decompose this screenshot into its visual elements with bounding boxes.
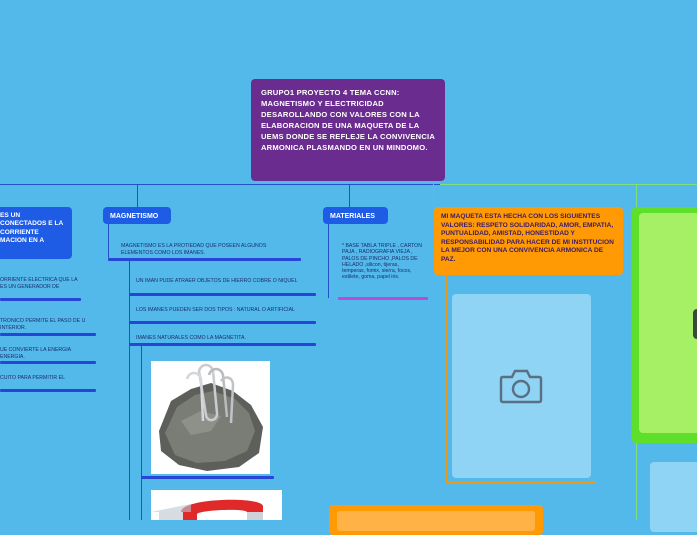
green-topic-handle (693, 309, 697, 339)
left-item-4-underline (0, 389, 96, 392)
magnetismo-children-stem (129, 260, 130, 520)
magnetismo-item-2[interactable]: LOS IMANES PUEDEN SER DOS TIPOS : NATURAL O ARTIFICIAL (136, 307, 295, 313)
magnetismo-label: MAGNETISMO (110, 213, 159, 220)
left-item-1[interactable]: ORRIENTE ELECTRICA QUE LA ES UN GENERADOR DE (0, 277, 78, 290)
left-item-2[interactable]: TRONICO PERMITE EL PASO DE U INTERIOR. (0, 318, 86, 331)
branch-down-magnetismo (137, 184, 138, 207)
photo-placeholder-right[interactable] (650, 462, 697, 532)
magnetismo-item-3-underline (129, 343, 316, 346)
magnetismo-stem (108, 224, 109, 258)
photo-placeholder-underline (446, 481, 596, 484)
magnetismo-item-1[interactable]: UN IMAN PUDE ATRAER OBJETOS DE HIERRO COBRE O NIQUEL (136, 278, 298, 284)
branch-down-materiales (349, 184, 350, 207)
orange-topic-bottom[interactable] (329, 505, 543, 535)
green-topic[interactable] (631, 207, 697, 443)
photo-placeholder[interactable] (452, 294, 591, 478)
magnetite-image-underline (141, 476, 274, 479)
green-topic-inner (639, 213, 697, 433)
central-topic[interactable] (251, 79, 445, 181)
magnetismo-item-1-underline (129, 293, 316, 296)
central-topic-title: GRUPO1 PROYECTO 4 TEMA CCNN: MAGNETISMO Y ELECTRICIDAD DESAROLLANDO CON VALORES CON LA ELABORACION DE UNA MAQUETA DE LA UEMS DONDE SE REFLEJE LA CONVIVENCIA ARMONICA PLASMANDO EN UN MINDOMO. (261, 88, 435, 152)
left-item-3-underline (0, 361, 96, 364)
branch-down-maqueta (433, 184, 434, 207)
left-item-3[interactable]: UE CONVIERTE LA ENERGIA ENERGIA. (0, 347, 71, 360)
magnetismo-item-2-underline (129, 321, 316, 324)
materiales-stem (328, 224, 329, 298)
materiales-underline (338, 297, 428, 300)
magnetismo-definition[interactable]: MAGNETISMO ES LA PROTIEDAD QUE POSEEN ALGUNOS ELEMENTOS COMO LOS IMANES. (121, 243, 267, 256)
orange-topic-bottom-inner (337, 511, 535, 531)
maqueta-text: MI MAQUETA ESTA HECHA CON LOS SIGUIENTES VALORES: RESPETO SOLIDARIDAD, AMOR, EMPATIA, PUNTUALIDAD, AMISTAD, HONESTIDAD Y RESPONSABILIDAD PARA HACER DE MI INSTITUCION LA MEJOR CON UNA CONVIVENCIA ARMONICA DE PAZ. (441, 213, 614, 263)
materiales-label: MATERIALES (330, 213, 375, 220)
materiales-text[interactable]: * BASE TABLA TRIPLE , CARTON PAJA , RADIOGRAFIA VIEJA , PALOS DE PINCHO ,PALOS DE HELADO ,silicon, tijeras, temperas, fomix, sierra, focos, estilete, goma, papel iris. (342, 243, 422, 281)
magnetismo-topic[interactable] (103, 207, 171, 224)
branch-connector-right (440, 184, 697, 185)
camera-icon (499, 368, 543, 404)
left-topic-title: ES UN CONECTADOS E LA CORRIENTE MACION EN A (0, 212, 64, 244)
maqueta-topic[interactable] (434, 207, 623, 275)
branch-left (0, 184, 137, 185)
left-item-4[interactable]: CUITO PARA PERMITIR EL (0, 375, 65, 381)
left-topic[interactable] (0, 207, 72, 259)
magnetismo-definition-underline (108, 258, 301, 261)
left-item-2-underline (0, 333, 96, 336)
magnetismo-item-3[interactable]: IMANES NATURALES COMO LA MAGNETITA. (136, 335, 246, 341)
maqueta-stem (446, 275, 447, 483)
materiales-topic[interactable] (323, 207, 388, 224)
magnetite-image[interactable] (151, 361, 270, 474)
magnet-image[interactable] (151, 490, 282, 520)
image-stem (141, 345, 142, 520)
left-item-1-underline (0, 298, 81, 301)
